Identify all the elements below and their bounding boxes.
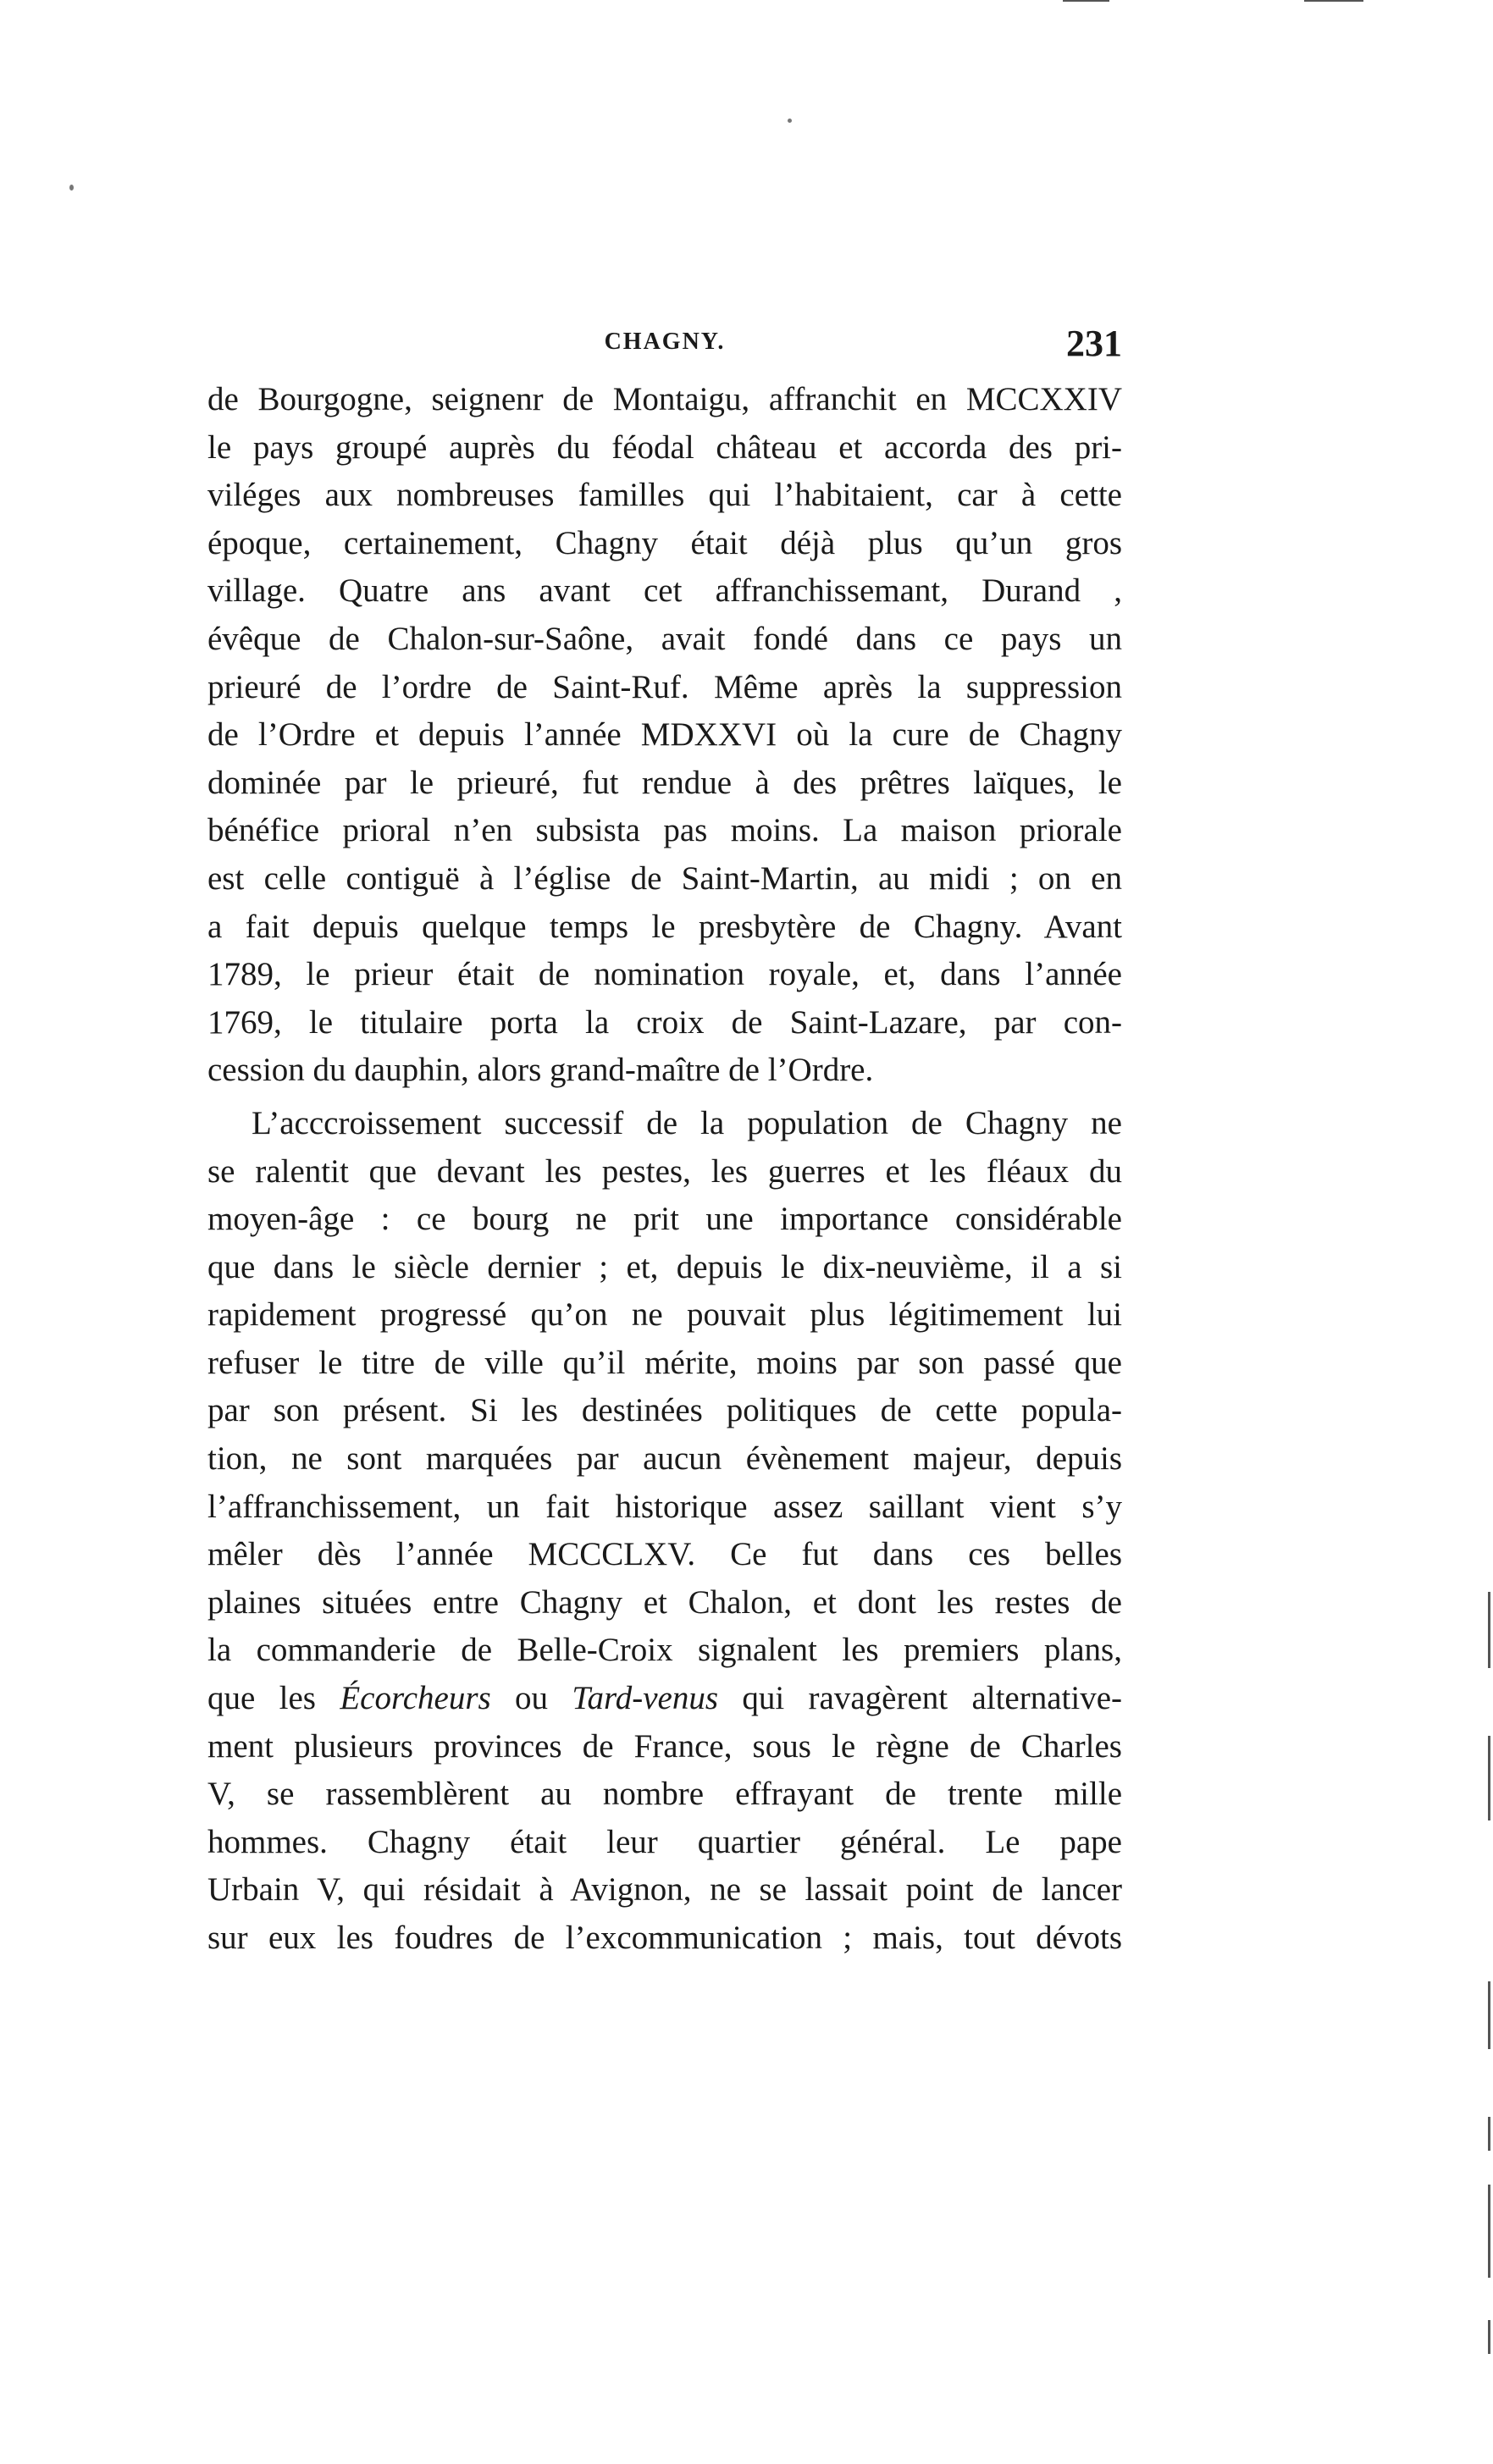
text-line: plaines situées entre Chagny et Chalon, et dont les restes de: [207, 1583, 1122, 1621]
text-line: l’affranchissement, un fait historique assez saillant vient s’y: [207, 1488, 1122, 1525]
scan-speck: [788, 119, 792, 123]
page-number: 231: [1066, 323, 1122, 364]
scan-edge-mark-right: [1488, 2320, 1490, 2354]
text-line: le pays groupé auprès du féodal château et accorda des pri-: [207, 428, 1122, 466]
text-line: mêler dès l’année MCCCLXV. Ce fut dans ces belles: [207, 1536, 1122, 1573]
scan-edge-mark-top: [1304, 0, 1363, 2]
paragraph-2: [207, 1100, 1122, 1963]
text-line: de Bourgogne, seignenr de Montaigu, affranchit en MCCXXIV: [207, 381, 1122, 417]
running-head: [207, 322, 1122, 373]
scan-edge-mark-right: [1488, 1592, 1490, 1668]
text-line: prieuré de l’ordre de Saint-Ruf. Même après la suppression: [207, 668, 1122, 705]
text-line: que dans le siècle dernier ; et, depuis le dix-neuvième, il a si: [207, 1248, 1122, 1285]
text-line: que les Écorcheurs ou Tard-venus qui ravagèrent alternative-: [207, 1680, 1122, 1717]
text-line: rapidement progressé qu’on ne pouvait plus légitimement lui: [207, 1296, 1122, 1334]
body-text: [207, 376, 1122, 1963]
text-line: la commanderie de Belle-Croix signalent les premiers plans,: [207, 1632, 1122, 1669]
scan-edge-mark-right: [1488, 1736, 1490, 1820]
text-line: par son présent. Si les destinées politiques de cette popula-: [207, 1392, 1122, 1429]
text-line: village. Quatre ans avant cet affranchissemant, Durand ,: [207, 572, 1122, 610]
text-line: sur eux les foudres de l’excommunication ; mais, tout dévots: [207, 1920, 1122, 1956]
text-line: 1769, le titulaire porta la croix de Saint-Lazare, par con-: [207, 1003, 1122, 1041]
text-line: se ralentit que devant les pestes, les guerres et les fléaux du: [207, 1152, 1122, 1190]
text-line: ment plusieurs provinces de France, sous le règne de Charles: [207, 1727, 1122, 1765]
text-line: tion, ne sont marquées par aucun évènement majeur, depuis: [207, 1440, 1122, 1478]
scan-speck: [69, 185, 74, 191]
text-line: moyen-âge : ce bourg ne prit une importance considérable: [207, 1201, 1122, 1238]
scan-edge-mark-right: [1488, 2185, 1490, 2278]
text-line: bénéfice prioral n’en subsista pas moins. La maison priorale: [207, 812, 1122, 849]
text-line: hommes. Chagny était leur quartier général. Le pape: [207, 1823, 1122, 1860]
text-line: 1789, le prieur était de nomination royale, et, dans l’année: [207, 956, 1122, 993]
paragraph-1: [207, 376, 1122, 1095]
scan-edge-mark-top: [1063, 0, 1109, 2]
text-line: cession du dauphin, alors grand-maître de l’Ordre.: [207, 1052, 874, 1089]
text-line: dominée par le prieuré, fut rendue à des prêtres laïques, le: [207, 764, 1122, 801]
text-line: refuser le titre de ville qu’il mérite, moins par son passé que: [207, 1344, 1122, 1381]
scan-edge-mark-right: [1488, 2117, 1490, 2151]
text-line: de l’Ordre et depuis l’année MDXXVI où la cure de Chagny: [207, 716, 1122, 754]
text-line: est celle contiguë à l’église de Saint-Martin, au midi ; on en: [207, 859, 1122, 897]
text-line: a fait depuis quelque temps le presbytère de Chagny. Avant: [207, 908, 1122, 945]
text-line: V, se rassemblèrent au nombre effrayant de trente mille: [207, 1776, 1122, 1813]
text-line: viléges aux nombreuses familles qui l’habitaient, car à cette: [207, 477, 1122, 514]
text-line: L’acccroissement successif de la population de Chagny ne: [252, 1104, 1122, 1141]
scan-edge-mark-right: [1488, 1981, 1490, 2049]
text-line: évêque de Chalon-sur-Saône, avait fondé dans ce pays un: [207, 620, 1122, 657]
text-line: époque, certainement, Chagny était déjà plus qu’un gros: [207, 524, 1122, 561]
running-title: CHAGNY.: [604, 329, 726, 355]
text-line: Urbain V, qui résidait à Avignon, ne se lassait point de lancer: [207, 1871, 1122, 1909]
